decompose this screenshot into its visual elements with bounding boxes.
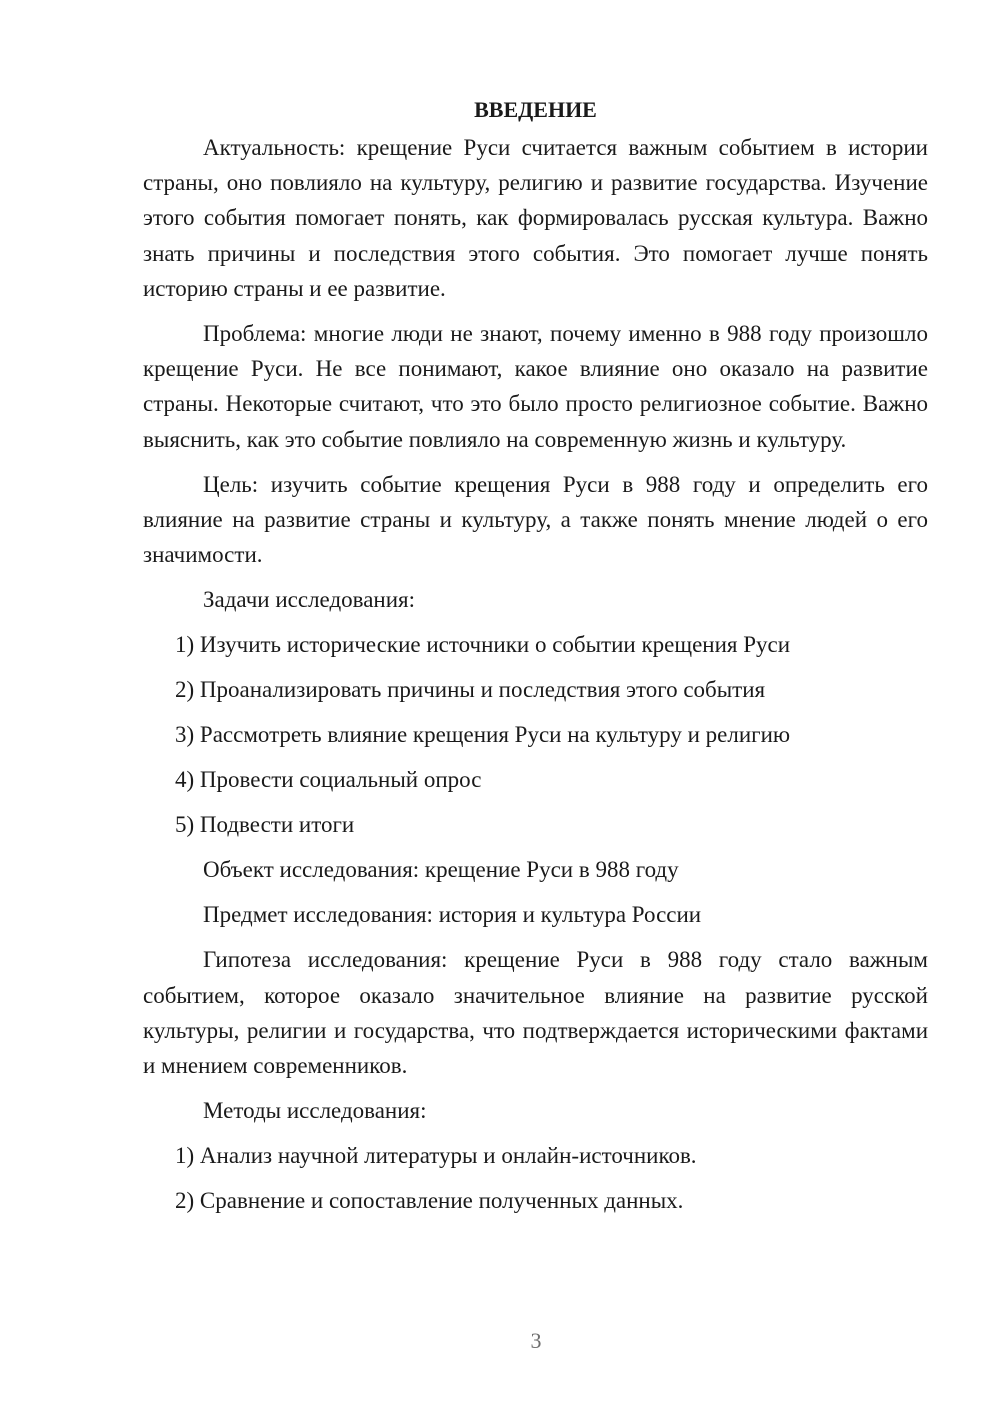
document-page xyxy=(143,92,928,1228)
problem-paragraph: Проблема: многие люди не знают, почему именно в 988 году произошло крещение Руси. Не все понимают, какое влияние оно оказало на развитие страны. Некоторые считают, что это было просто религиозное событие. Важно выяснить, как это событие повлияло на современную жизнь и культуру. xyxy=(143,321,928,452)
list-item: 5) Подвести итоги xyxy=(175,812,355,838)
object-line: Объект исследования: крещение Руси в 988 году xyxy=(203,857,679,883)
section-title: ВВЕДЕНИЕ xyxy=(474,97,597,122)
page-number: 3 xyxy=(530,1328,542,1353)
list-item: 4) Провести социальный опрос xyxy=(175,767,482,793)
methods-list xyxy=(143,1138,928,1218)
methods-heading: Методы исследования: xyxy=(203,1098,427,1124)
list-item: 3) Рассмотреть влияние крещения Руси на культуру и религию xyxy=(175,722,791,748)
list-item: 1) Анализ научной литературы и онлайн-источников. xyxy=(175,1143,697,1169)
list-item: 2) Проанализировать причины и последствия этого события xyxy=(175,677,766,703)
hypothesis-paragraph: Гипотеза исследования: крещение Руси в 988 году стало важным событием, которое оказало значительное влияние на развитие русской культуры, религии и государства, что подтверждается историческими фактами и мнением современников. xyxy=(143,947,928,1079)
list-item: 2) Сравнение и сопоставление полученных данных. xyxy=(175,1188,684,1214)
goal-paragraph: Цель: изучить событие крещения Руси в 988 году и определить его влияние на развитие страны и культуру, а также понять мнение людей о его значимости. xyxy=(143,471,928,568)
relevance-paragraph: Актуальность: крещение Руси считается важным событием в истории страны, оно повлияло на культуру, религию и развитие государства. Изучение этого события помогает понять, как формировалась русская культура. Важно знать причины и последствия этого события. Это помогает лучше понять историю страны и ее развитие. xyxy=(143,135,928,301)
subject-line: Предмет исследования: история и культура России xyxy=(203,902,702,928)
tasks-list xyxy=(143,627,928,842)
list-item: 1) Изучить исторические источники о событии крещения Руси xyxy=(175,632,791,658)
tasks-heading: Задачи исследования: xyxy=(203,587,416,613)
